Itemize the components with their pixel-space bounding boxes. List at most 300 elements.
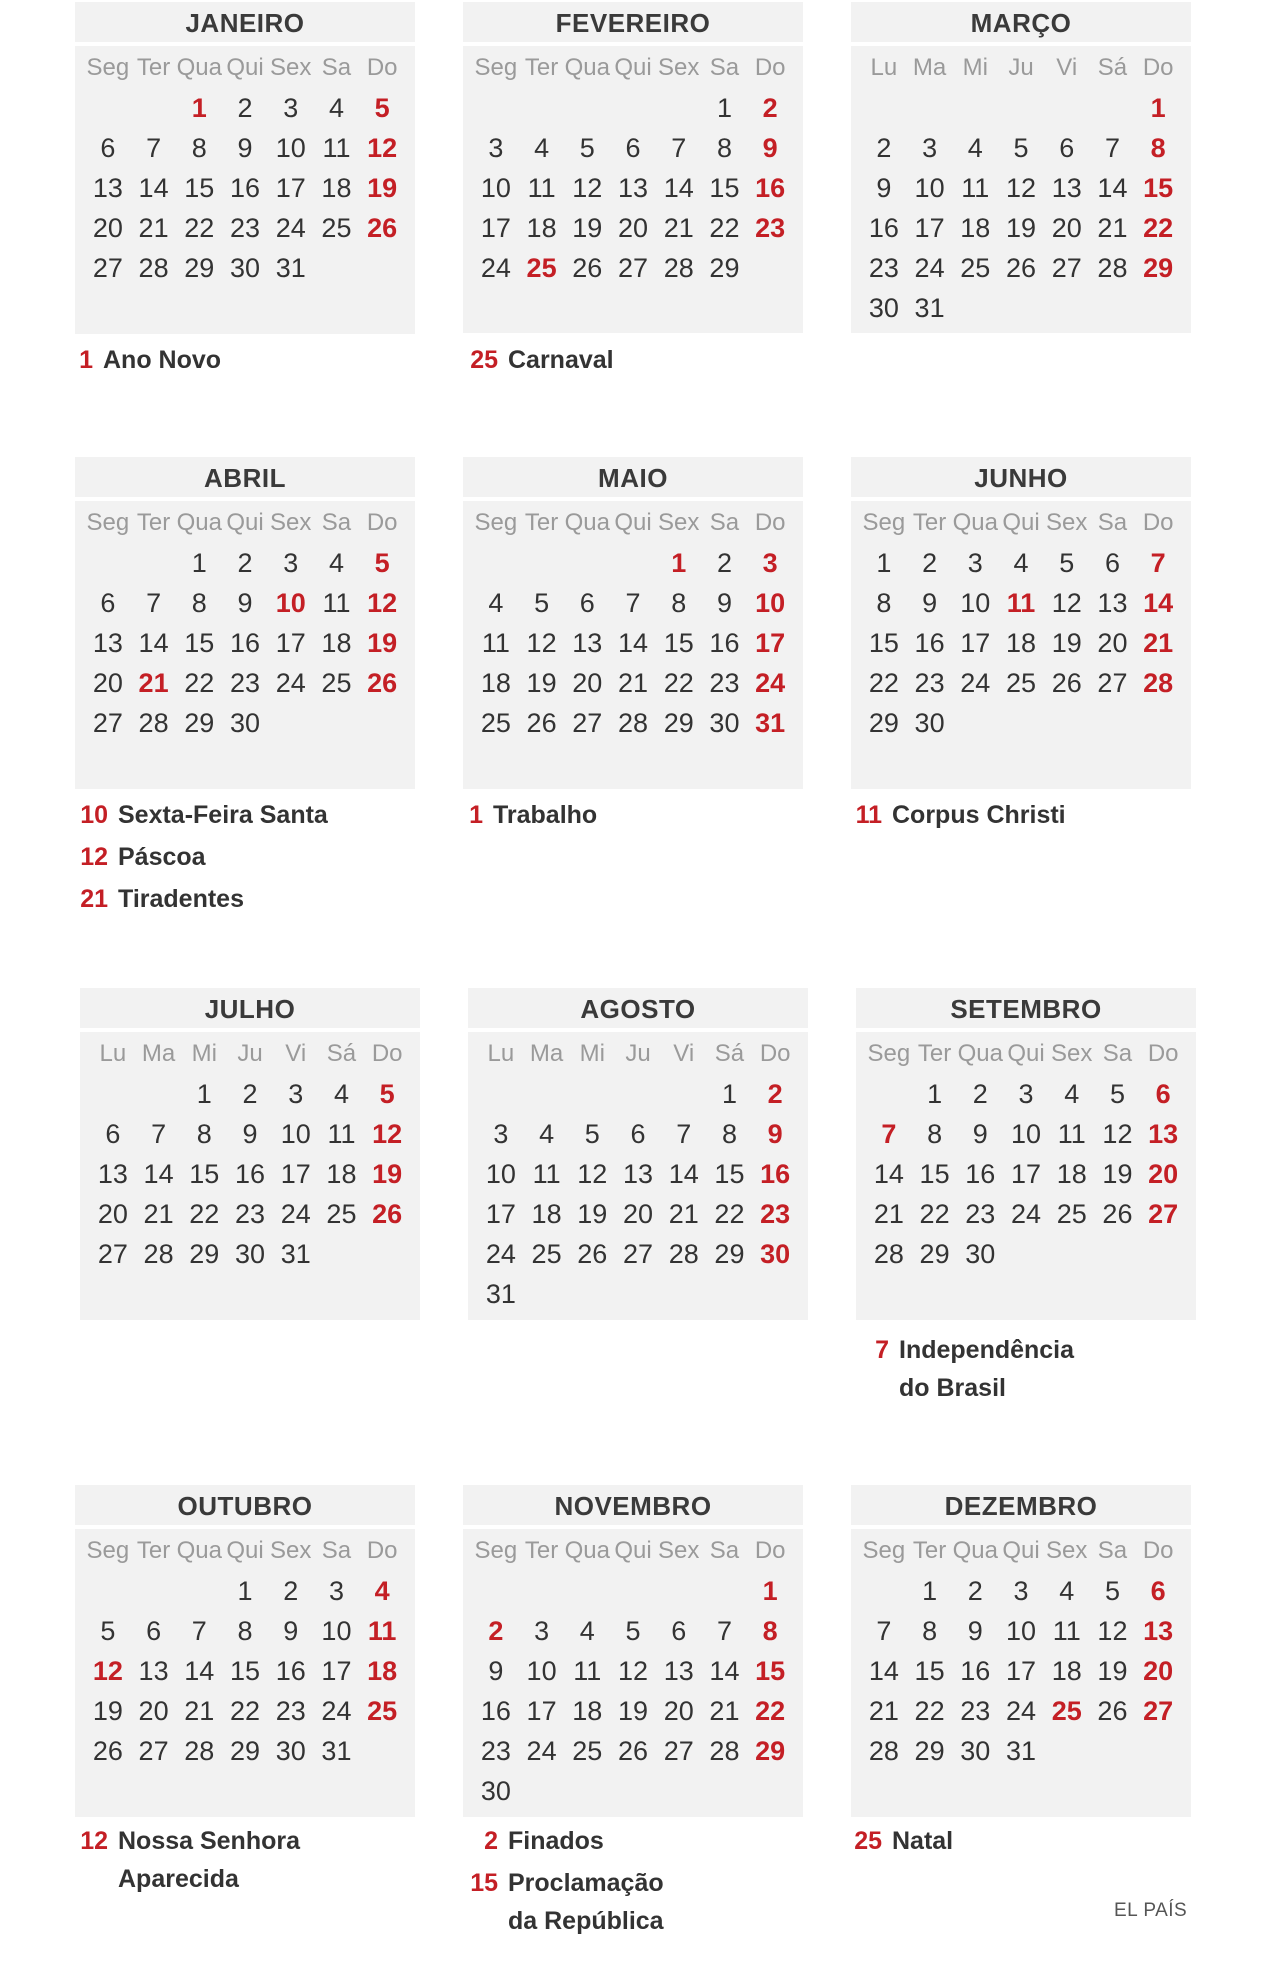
day-cell (861, 88, 907, 128)
weekday-label: Sa (1097, 509, 1128, 536)
day-cell (907, 88, 953, 128)
weekday-label: Seg (86, 1537, 130, 1564)
day-cell: 5 (579, 133, 595, 163)
month-junho (851, 457, 1191, 789)
day-cell: 14 (184, 1656, 215, 1686)
week-row (85, 208, 405, 248)
day-cell (85, 543, 131, 583)
day-cell: 13 (1051, 173, 1082, 203)
day-cell (615, 1074, 661, 1114)
day-cell: 9 (488, 1656, 504, 1686)
day-cell: 19 (372, 1159, 403, 1189)
holiday-notes-fevereiro (468, 345, 828, 387)
day-cell: 28 (873, 1239, 904, 1269)
weekday-label: Ma (529, 1040, 564, 1067)
weekday-header (85, 48, 405, 88)
day-cell: 25 (321, 213, 352, 243)
day-cell (998, 703, 1044, 743)
day-cell: 26 (526, 708, 557, 738)
day-cell: 7 (191, 1616, 207, 1646)
holiday-note-label: Nossa Senhora Aparecida (118, 1827, 301, 1893)
week-row (861, 583, 1181, 623)
weekday-label: Seg (474, 509, 518, 536)
day-cell (1044, 288, 1090, 328)
day-cell: 3 (762, 548, 778, 578)
holiday-notes-junho (852, 800, 1212, 842)
weekday-header (861, 1531, 1181, 1571)
day-cell: 1 (922, 1576, 938, 1606)
day-cell: 10 (485, 1159, 516, 1189)
day-cell (131, 88, 177, 128)
day-cell (1135, 288, 1181, 328)
day-cell: 6 (1059, 133, 1075, 163)
day-cell: 7 (676, 1119, 692, 1149)
week-row (85, 1611, 405, 1651)
day-cell: 11 (327, 1119, 356, 1149)
day-cell: 10 (1005, 1616, 1037, 1646)
day-cell (176, 1571, 222, 1611)
day-cell: 3 (283, 548, 299, 578)
day-cell: 13 (92, 173, 123, 203)
day-cell (314, 703, 360, 743)
week-row (85, 128, 405, 168)
day-cell (747, 248, 793, 288)
day-cell: 21 (617, 668, 649, 698)
weekday-label: Sex (270, 54, 312, 81)
day-cell: 20 (92, 213, 123, 243)
day-cell: 12 (1051, 588, 1082, 618)
day-cell: 7 (671, 133, 687, 163)
holiday-note-day: 10 (80, 801, 108, 829)
day-cell: 4 (579, 1616, 595, 1646)
week-row (473, 1731, 793, 1771)
day-cell: 26 (367, 213, 398, 243)
day-cell: 11 (481, 628, 510, 658)
day-cell (610, 543, 656, 583)
day-cell: 28 (138, 708, 169, 738)
weekday-label: Lu (99, 1040, 127, 1067)
day-cell: 30 (234, 1239, 266, 1269)
day-cell (524, 1074, 570, 1114)
day-cell: 2 (242, 1079, 258, 1109)
day-cell: 9 (242, 1119, 258, 1149)
day-cell (564, 1571, 610, 1611)
weekday-label: Do (1147, 1040, 1179, 1067)
day-cell (564, 543, 610, 583)
day-cell: 6 (1155, 1079, 1171, 1109)
day-cell: 22 (184, 213, 215, 243)
day-cell: 19 (577, 1199, 608, 1229)
day-cell: 6 (630, 1119, 646, 1149)
day-cell: 30 (965, 1239, 996, 1269)
day-cell: 5 (1013, 133, 1029, 163)
day-cell: 23 (229, 668, 261, 698)
week-row (861, 1571, 1181, 1611)
day-cell: 18 (1005, 628, 1037, 658)
weekday-label: Sá (326, 1040, 357, 1067)
week-row (861, 1731, 1181, 1771)
day-cell: 15 (184, 628, 215, 658)
week-row (473, 703, 793, 743)
day-cell: 11 (322, 133, 351, 163)
day-cell: 1 (927, 1079, 943, 1109)
weekday-header (473, 503, 793, 543)
day-cell: 17 (480, 213, 511, 243)
day-cell: 18 (531, 1199, 562, 1229)
holiday-note-label: Finados (508, 1827, 604, 1855)
day-cell: 3 (922, 133, 938, 163)
holiday-notes-novembro (468, 1826, 828, 1948)
week-row (861, 208, 1181, 248)
day-cell (1095, 1234, 1141, 1274)
day-cell (1135, 1731, 1181, 1771)
weekday-label: Seg (474, 54, 518, 81)
week-row (473, 248, 793, 288)
day-cell: 17 (526, 1696, 557, 1726)
day-cell (747, 1771, 793, 1811)
day-cell: 3 (967, 548, 983, 578)
week-row (473, 208, 793, 248)
holiday-note (874, 1335, 1234, 1407)
day-cell (610, 88, 656, 128)
day-cell: 29 (714, 1239, 745, 1269)
week-row (85, 88, 405, 128)
day-cell: 17 (280, 1159, 311, 1189)
day-cell: 14 (1143, 588, 1174, 618)
day-cell: 30 (275, 1736, 306, 1766)
day-cell: 16 (755, 173, 786, 203)
month-setembro (856, 988, 1196, 1320)
day-cell (569, 1074, 615, 1114)
weekday-label: Sa (709, 1537, 740, 1564)
month-agosto (468, 988, 808, 1320)
day-cell: 26 (572, 253, 603, 283)
day-cell: 7 (146, 133, 162, 163)
weekday-label: Sa (321, 509, 352, 536)
day-cell: 21 (184, 1696, 215, 1726)
day-cell: 11 (961, 173, 990, 203)
weekday-label: Seg (862, 1537, 906, 1564)
day-cell: 21 (663, 213, 694, 243)
day-cell: 15 (868, 628, 899, 658)
week-row (473, 663, 793, 703)
day-cell: 26 (1097, 1696, 1128, 1726)
day-cell (656, 1771, 702, 1811)
holiday-note (78, 345, 438, 379)
day-cell (1090, 1731, 1136, 1771)
day-cell: 31 (914, 293, 945, 323)
week-row (478, 1274, 798, 1314)
day-cell: 6 (105, 1119, 121, 1149)
day-cell: 19 (1097, 1656, 1128, 1686)
day-cell: 21 (143, 1199, 174, 1229)
day-cell: 17 (1005, 1656, 1037, 1686)
day-cell: 21 (668, 1199, 699, 1229)
day-cell: 10 (755, 588, 786, 618)
weekday-label: Qui (226, 54, 264, 81)
day-cell: 27 (1148, 1199, 1179, 1229)
weekday-header (866, 1034, 1186, 1074)
weekday-label: Sa (709, 54, 740, 81)
month-title: ABRIL (75, 457, 415, 497)
day-cell: 2 (716, 548, 732, 578)
week-row (861, 288, 1181, 328)
holiday-note (78, 1826, 438, 1898)
day-cell: 29 (755, 1736, 786, 1766)
weekday-label: Ter (136, 1537, 171, 1564)
day-cell: 20 (138, 1696, 169, 1726)
day-cell: 8 (922, 1616, 938, 1646)
day-cell: 24 (914, 253, 945, 283)
weekday-label: Seg (474, 1537, 518, 1564)
holiday-note-label: Sexta-Feira Santa (118, 801, 328, 829)
day-cell: 27 (572, 708, 603, 738)
month-grid (851, 1529, 1191, 1817)
day-cell: 17 (914, 213, 945, 243)
day-cell: 27 (92, 708, 123, 738)
weekday-label: Ju (625, 1040, 651, 1067)
weekday-label: Sex (1046, 1537, 1088, 1564)
holiday-note-label: Ano Novo (103, 346, 222, 374)
day-cell: 18 (321, 173, 352, 203)
holiday-note (468, 800, 828, 834)
holiday-notes-maio (468, 800, 828, 842)
holiday-note-day: 12 (80, 843, 108, 871)
month-title: FEVEREIRO (463, 2, 803, 42)
week-row (861, 663, 1181, 703)
month-grid (75, 1529, 415, 1817)
weekday-label: Sex (1046, 509, 1088, 536)
week-row (85, 663, 405, 703)
day-cell: 18 (321, 628, 352, 658)
day-cell: 26 (1102, 1199, 1133, 1229)
month-grid (463, 46, 803, 333)
day-cell: 13 (572, 628, 603, 658)
month-fevereiro (463, 2, 803, 333)
day-cell: 16 (275, 1656, 306, 1686)
month-title: MARÇO (851, 2, 1191, 42)
day-cell: 14 (1097, 173, 1128, 203)
day-cell: 13 (92, 628, 123, 658)
day-cell: 20 (617, 213, 649, 243)
day-cell: 13 (617, 173, 649, 203)
day-cell: 13 (622, 1159, 654, 1189)
day-cell: 28 (143, 1239, 174, 1269)
day-cell: 13 (1148, 1119, 1179, 1149)
holiday-note-day: 1 (79, 346, 93, 374)
week-row (861, 248, 1181, 288)
week-row (866, 1114, 1186, 1154)
holiday-note (852, 1826, 1212, 1860)
day-cell: 1 (196, 1079, 212, 1109)
day-cell: 4 (1013, 548, 1029, 578)
day-cell (1140, 1234, 1186, 1274)
day-cell: 10 (960, 588, 991, 618)
week-row (473, 1691, 793, 1731)
day-cell: 28 (617, 708, 649, 738)
day-cell: 5 (534, 588, 550, 618)
holiday-day-cell: 25 (1051, 1696, 1082, 1726)
day-cell: 1 (716, 93, 732, 123)
weekday-label: Sá (714, 1040, 745, 1067)
day-cell (1090, 88, 1136, 128)
weekday-label: Ter (917, 1040, 952, 1067)
holiday-day-cell: 25 (526, 253, 557, 283)
day-cell (314, 248, 360, 288)
weekday-label: Seg (86, 54, 130, 81)
weekday-label: Ma (141, 1040, 176, 1067)
day-cell: 28 (1143, 668, 1174, 698)
day-cell: 27 (92, 253, 123, 283)
day-cell: 3 (493, 1119, 509, 1149)
day-cell (519, 543, 565, 583)
day-cell: 6 (100, 588, 116, 618)
weekday-header (85, 503, 405, 543)
day-cell: 23 (755, 213, 786, 243)
day-cell: 4 (374, 1576, 390, 1606)
day-cell: 8 (721, 1119, 737, 1149)
day-cell: 26 (1051, 668, 1082, 698)
week-row (473, 88, 793, 128)
day-cell: 2 (922, 548, 938, 578)
day-cell: 25 (480, 708, 511, 738)
day-cell: 3 (1018, 1079, 1034, 1109)
week-row (478, 1154, 798, 1194)
day-cell: 3 (534, 1616, 550, 1646)
day-cell: 1 (876, 548, 892, 578)
holiday-note-day: 1 (469, 801, 483, 829)
day-cell: 4 (1064, 1079, 1080, 1109)
holiday-notes-outubro (78, 1826, 438, 1906)
day-cell: 7 (876, 1616, 892, 1646)
week-row (90, 1114, 410, 1154)
day-cell: 13 (1097, 588, 1128, 618)
day-cell: 12 (617, 1656, 649, 1686)
month-julho (80, 988, 420, 1320)
day-cell: 23 (275, 1696, 306, 1726)
day-cell: 26 (617, 1736, 649, 1766)
weekday-label: Qua (176, 54, 222, 81)
day-cell: 31 (485, 1279, 516, 1309)
holiday-note (468, 1868, 828, 1940)
week-row (85, 168, 405, 208)
day-cell: 10 (275, 133, 306, 163)
day-cell: 29 (229, 1736, 261, 1766)
weekday-label: Do (366, 1537, 398, 1564)
day-cell: 27 (617, 253, 649, 283)
day-cell: 6 (1104, 548, 1120, 578)
weekday-label: Mi (579, 1040, 605, 1067)
day-cell: 4 (967, 133, 983, 163)
week-row (478, 1114, 798, 1154)
day-cell: 11 (1057, 1119, 1086, 1149)
day-cell (319, 1234, 365, 1274)
holiday-note-label: Trabalho (493, 801, 598, 829)
holiday-note-day: 11 (855, 801, 882, 829)
month-grid (463, 1529, 803, 1817)
holiday-note (468, 1826, 828, 1860)
holiday-note-label: Páscoa (118, 843, 206, 871)
day-cell: 9 (237, 588, 253, 618)
day-cell (610, 1571, 656, 1611)
day-cell: 26 (367, 668, 398, 698)
day-cell: 27 (1143, 1696, 1174, 1726)
day-cell: 18 (960, 213, 991, 243)
weekday-label: Do (366, 509, 398, 536)
weekday-label: Sex (270, 1537, 312, 1564)
day-cell: 3 (1013, 1576, 1029, 1606)
weekday-label: Ter (524, 509, 559, 536)
weekday-label: Do (754, 509, 786, 536)
weekday-label: Qua (564, 54, 610, 81)
weekday-label: Vi (285, 1040, 307, 1067)
month-grid (468, 1032, 808, 1320)
week-row (861, 703, 1181, 743)
day-cell (1090, 703, 1136, 743)
day-cell: 14 (873, 1159, 904, 1189)
day-cell (1135, 703, 1181, 743)
day-cell: 30 (709, 708, 740, 738)
holiday-note-label: Carnaval (508, 346, 614, 374)
day-cell: 11 (1052, 1616, 1081, 1646)
day-cell: 22 (184, 668, 215, 698)
day-cell (473, 543, 519, 583)
holiday-day-cell: 15 (755, 1656, 786, 1686)
weekday-label: Qui (1002, 1537, 1040, 1564)
day-cell: 23 (229, 213, 261, 243)
day-cell: 7 (146, 588, 162, 618)
day-cell: 29 (868, 708, 899, 738)
weekday-label: Lu (870, 54, 898, 81)
day-cell: 5 (1109, 1079, 1125, 1109)
month-title: AGOSTO (468, 988, 808, 1028)
weekday-label: Sa (321, 54, 352, 81)
month-grid (851, 46, 1191, 333)
day-cell (136, 1074, 182, 1114)
weekday-label: Sex (658, 1537, 700, 1564)
day-cell: 20 (663, 1696, 694, 1726)
day-cell (564, 1771, 610, 1811)
day-cell: 4 (328, 548, 344, 578)
day-cell: 20 (1051, 213, 1082, 243)
day-cell: 4 (1059, 1576, 1075, 1606)
day-cell: 8 (716, 133, 732, 163)
month-novembro (463, 1485, 803, 1817)
day-cell: 9 (237, 133, 253, 163)
day-cell: 5 (374, 93, 390, 123)
day-cell: 24 (480, 253, 511, 283)
day-cell: 1 (762, 1576, 778, 1606)
weekday-label: Qui (614, 54, 652, 81)
day-cell: 14 (138, 173, 169, 203)
week-row (473, 543, 793, 583)
day-cell: 12 (367, 588, 398, 618)
day-cell: 6 (100, 133, 116, 163)
day-cell: 3 (488, 133, 504, 163)
day-cell: 8 (762, 1616, 778, 1646)
day-cell: 29 (189, 1239, 220, 1269)
day-cell (131, 543, 177, 583)
day-cell (519, 1771, 565, 1811)
holiday-note-day: 7 (875, 1336, 889, 1364)
holiday-note-day: 15 (470, 1869, 498, 1897)
holiday-day-cell: 2 (488, 1616, 504, 1646)
day-cell: 8 (191, 133, 207, 163)
weekday-label: Ju (1008, 54, 1034, 81)
day-cell: 22 (189, 1199, 220, 1229)
day-cell: 25 (960, 253, 991, 283)
weekday-label: Ter (524, 54, 559, 81)
